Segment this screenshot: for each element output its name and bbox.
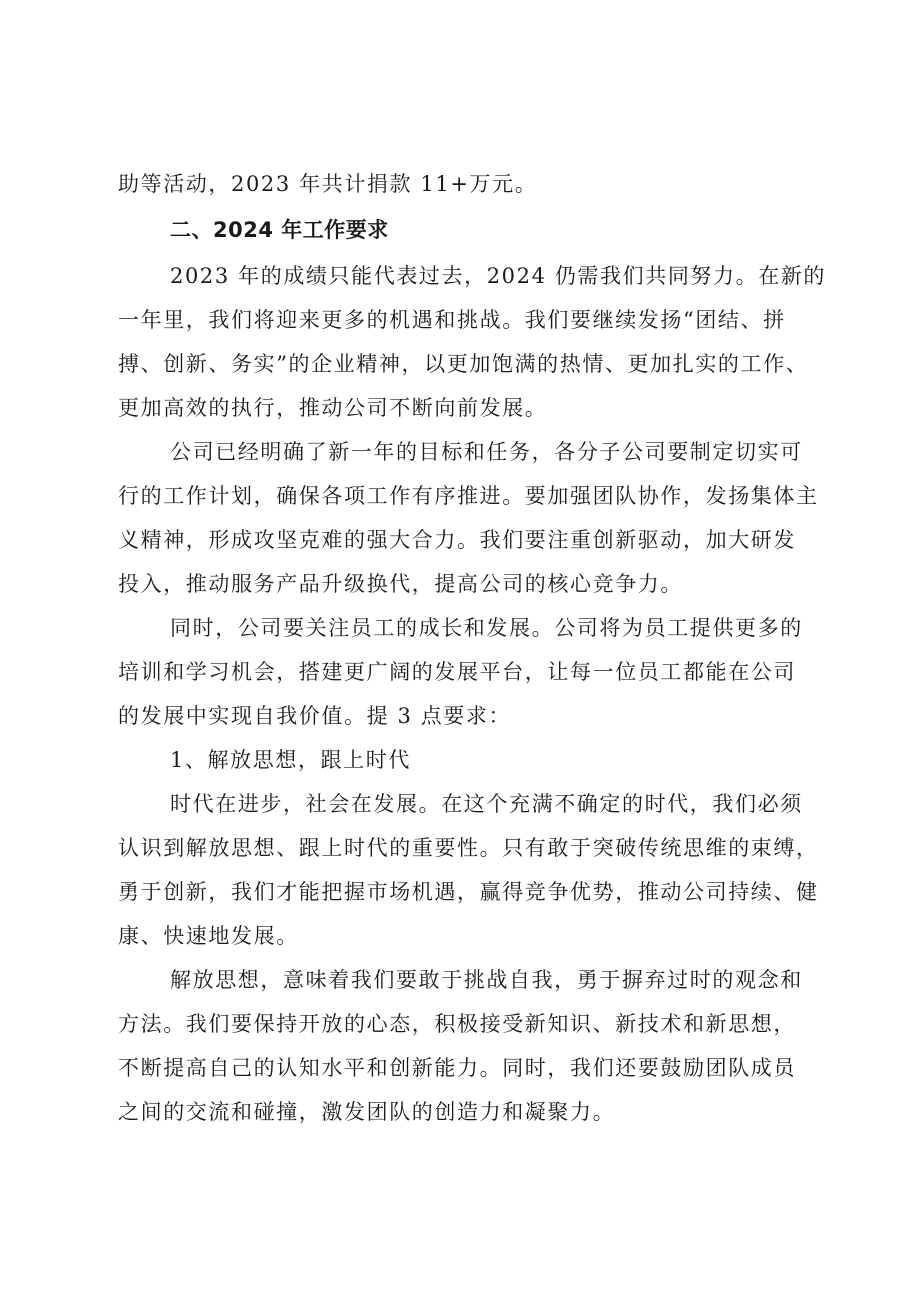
paragraph-line: 培训和学习机会，搭建更广阔的发展平台，让每一位员工都能在公司 [118, 660, 796, 684]
section-heading: 二、2024 年工作要求 [170, 218, 389, 242]
paragraph-line: 勇于创新，我们才能把握市场机遇，赢得竞争优势，推动公司持续、健 [118, 880, 819, 904]
paragraph-line: 行的工作计划，确保各项工作有序推进。要加强团队协作，发扬集体主 [118, 484, 819, 508]
paragraph-line: 的发展中实现自我价值。提 3 点要求： [118, 704, 512, 728]
paragraph-line: 公司已经明确了新一年的目标和任务，各分子公司要制定切实可 [170, 440, 803, 464]
subsection-heading: 1、解放思想，跟上时代 [170, 748, 411, 772]
paragraph-line: 同时，公司要关注员工的成长和发展。公司将为员工提供更多的 [170, 616, 803, 640]
paragraph-line: 认识到解放思想、跟上时代的重要性。只有敢于突破传统思维的束缚， [118, 836, 819, 860]
paragraph-line: 2023 年的成绩只能代表过去，2024 仍需我们共同努力。在新的 [170, 264, 827, 288]
paragraph-line: 更加高效的执行，推动公司不断向前发展。 [118, 396, 548, 420]
paragraph-line: 方法。我们要保持开放的心态，积极接受新知识、新技术和新思想， [118, 1012, 796, 1036]
paragraph-line: 一年里，我们将迎来更多的机遇和挑战。我们要继续发扬“团结、拼 [118, 308, 786, 332]
paragraph-line: 康、快速地发展。 [118, 924, 299, 948]
paragraph-line: 时代在进步，社会在发展。在这个充满不确定的时代，我们必须 [170, 792, 803, 816]
paragraph-line: 不断提高自己的认知水平和创新能力。同时，我们还要鼓励团队成员 [118, 1056, 796, 1080]
paragraph-line: 助等活动，2023 年共计捐款 11+万元。 [118, 172, 538, 196]
paragraph-line: 解放思想，意味着我们要敢于挑战自我，勇于摒弃过时的观念和 [170, 968, 803, 992]
paragraph-line: 投入，推动服务产品升级换代，提高公司的核心竞争力。 [118, 572, 683, 596]
paragraph-line: 之间的交流和碰撞，激发团队的创造力和凝聚力。 [118, 1100, 616, 1124]
paragraph-line: 搏、创新、务实”的企业精神，以更加饱满的热情、更加扎实的工作、 [118, 352, 809, 376]
paragraph-line: 义精神，形成攻坚克难的强大合力。我们要注重创新驱动，加大研发 [118, 528, 796, 552]
